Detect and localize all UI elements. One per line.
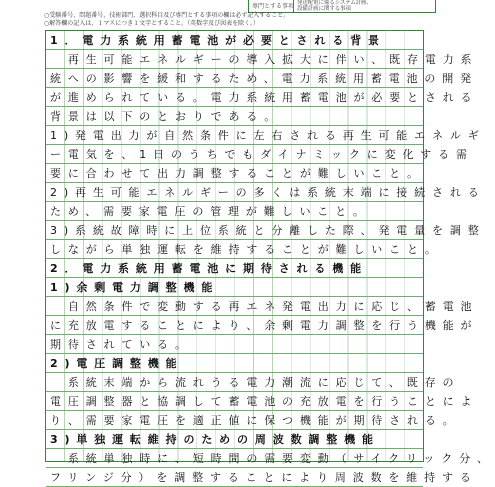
text-line: 統への影響を緩和するため、電力系統用蓄電池の開発 <box>46 69 423 88</box>
text-line: フリンジ分）を調整することにより周波数を維持する <box>46 468 423 487</box>
section-heading-line: 1．電力系統用蓄電池が必要とされる背景 <box>46 31 423 50</box>
text-line: 要に合わせて出力調整することが難しいこと。 <box>46 164 423 183</box>
instruction-line-2: ○解答欄の記入は、１マスにつき１文字とすること。（英数字及び図表を除く。） <box>44 20 259 27</box>
text-line: 3)系統故障時に上位系統と分離した際、発電量を調整 <box>46 221 423 240</box>
text-line: ため、需要家電圧の管理が難しいこと。 <box>46 202 423 221</box>
specialty-label: 専門とする事項 <box>252 3 295 10</box>
section-heading-line: 2．電力系統用蓄電池に期待される機能 <box>46 259 423 278</box>
specialty-value <box>297 1 435 13</box>
text-line: 期待されている。 <box>46 335 423 354</box>
text-line: 系統末端から流れうる電力潮流に応じて、既存の <box>46 373 423 392</box>
manuscript-sheet <box>45 30 495 484</box>
text-line: 再生可能エネルギーの導入拡大に伴い、既存電力系 <box>46 50 423 69</box>
text-line: が進められている。電力系統用蓄電池が必要とされる <box>46 88 423 107</box>
instruction-line-1: ○受験番号、問題番号、技術部門、選択科目及び専門とする事項の欄は必ず記入すること。 <box>44 12 290 19</box>
text-line: 系統単独時に、短時間の需要変動（サイクリック分、 <box>46 449 423 468</box>
text-line: 電圧調整器と協調して蓄電池の充放電を行うことによ <box>46 392 423 411</box>
section-heading-line: 1)余剰電力調整機能 <box>46 278 423 297</box>
text-line: 背景は以下のとおりである。 <box>46 107 423 126</box>
text-line: ー電気を、1日のうちでもダイナミックに変化する需 <box>46 145 423 164</box>
section-heading-line: 3)単独運転維持のための周波数調整機能 <box>46 430 423 449</box>
text-line: 2)再生可能エネルギーの多くは系統末端に接続される <box>46 183 423 202</box>
specialty-divider <box>293 0 294 12</box>
instructions <box>44 12 289 28</box>
text-line: 1)発電出力が自然条件に左右される再生可能エネルギ <box>46 126 423 145</box>
specialty-value-line-2: 設備計画に関する事項 <box>297 5 351 12</box>
text-line: 自然条件で変動する再エネ発電出力に応じ、蓄電池 <box>46 297 423 316</box>
section-heading-line: 2)電圧調整機能 <box>46 354 423 373</box>
text-line: しながら単独運転を維持することが難しいこと。 <box>46 240 423 259</box>
text-line: り、需要家電圧を適正値に保つ機能が期待される。 <box>46 411 423 430</box>
text-line: に充放電することにより、余剰電力調整を行う機能が <box>46 316 423 335</box>
specialty-value-line-1: 発送配電に係るシステム計画、 <box>297 0 372 6</box>
